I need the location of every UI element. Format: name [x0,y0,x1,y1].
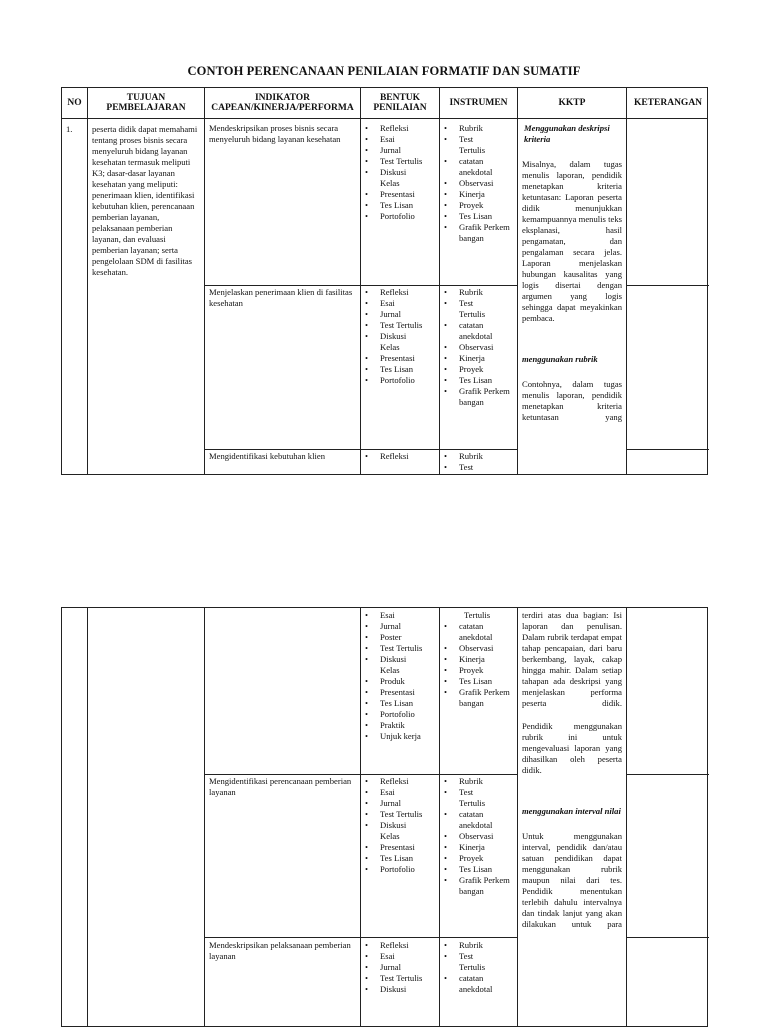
instrumen-item: • Test Tertulis [441,298,499,320]
assessment-table-page1 [61,87,708,475]
header-instrumen-label: INSTRUMEN [449,98,508,108]
bentuk-item: • Portofolio [362,211,438,222]
bentuk-list [362,287,438,386]
instrumen-item: • Tes Lisan [441,864,516,875]
instrumen-item: • Rubrik [441,451,516,462]
bentuk-list [362,776,438,875]
instrumen-item: • Kinerja [441,654,516,665]
instrumen-item: • Kinerja [441,842,516,853]
kktp-paragraph: Pendidik menggunakan rubrik ini untuk mengevaluasi laporan yang dihasilkan oleh peserta didik. [522,721,622,775]
instrumen-list [441,621,516,709]
instrumen-item: • catatan anekdotal [441,973,507,995]
instrumen-item: • Test Tertulis [441,787,499,809]
instrumen-item: • Tes Lisan [441,676,516,687]
instrumen-item: • Rubrik [441,776,516,787]
instrumen-item: • Kinerja [441,189,516,200]
bentuk-item: • Esai [362,951,438,962]
bentuk-item: • Poster [362,632,438,643]
kktp-heading: menggunakan interval nilai [522,806,621,816]
bentuk-item: • Presentasi [362,687,438,698]
indikator-text: Mengidentifikasi kebutuhan klien [209,451,325,461]
instrumen-item: • catatan anekdotal [441,320,507,342]
kktp-heading: Menggunakan deskripsi kriteria [524,123,610,144]
bentuk-item: • Jurnal [362,309,438,320]
header-bentuk: BENTUK PENILAIAN [373,93,427,113]
header-no: NO [67,98,82,108]
bentuk-item: • Tes Lisan [362,698,438,709]
header-tujuan: TUJUAN PEMBELAJARAN [106,93,186,113]
bentuk-item: • Diskusi Kelas [362,820,420,842]
instrumen-item: • Proyek [441,665,516,676]
bentuk-item: • Jurnal [362,621,438,632]
instrumen-continued: Tertulis [464,610,491,620]
bentuk-item: • Tes Lisan [362,200,438,211]
instrumen-item: • Kinerja [441,353,516,364]
bentuk-item: • Tes Lisan [362,853,438,864]
bentuk-item: • Refleksi [362,287,438,298]
instrumen-item: • Rubrik [441,123,516,134]
bentuk-item: • Esai [362,298,438,309]
bentuk-item: • Esai [362,787,438,798]
instrumen-item: • Observasi [441,831,516,842]
bentuk-item: • Refleksi [362,940,438,951]
kktp-paragraph: Untuk menggunakan interval, pendidik dan/atau satuan pendidikan dapat menggunakan rubrik maupun nilai dari tes. Pendidik menentukan terlebih dahulu intervalnya dan tindak lanjut yang akan dilakukan untuk para [522,831,622,929]
bentuk-item: • Refleksi [362,776,438,787]
bentuk-item: • Test Tertulis [362,809,438,820]
bentuk-item: • Diskusi Kelas [362,654,420,676]
bentuk-item: • Test Tertulis [362,973,438,984]
bentuk-item: • Jurnal [362,798,438,809]
instrumen-item: • Grafik Perkembangan [441,875,514,897]
instrumen-item: • Tes Lisan [441,375,516,386]
instrumen-list [441,940,516,995]
bentuk-item: • Presentasi [362,353,438,364]
instrumen-item: • Test [441,462,516,473]
indikator-text: Mendeskripsikan proses bisnis secara menyeluruh bidang layanan kesehatan [209,123,341,144]
instrumen-item: • Grafik Perkembangan [441,687,514,709]
tujuan-text: peserta didik dapat memahami tentang proses bisnis secara menyeluruh bidang layanan kesehatan termasuk meliputi K3; dasar-dasar layanan kesehatan yang meliputi: penerimaan klien, identifikasi kebutuhan klien, perencanaan pemberian layanan, pelaksanaan pemberian layanan, dan evaluasi pemberian layanan; serta pengelolaan SDM di fasilitas kesehatan. [92,124,198,277]
bentuk-item: • Refleksi [362,451,438,462]
header-kktp: KKTP [558,98,586,108]
bentuk-item: • Portofolio [362,375,438,386]
indikator-text: Mengidentifikasi perencanaan pemberian layanan [209,776,352,797]
instrumen-list [441,451,516,473]
kktp-text [522,610,622,1014]
instrumen-item: • Observasi [441,342,516,353]
bentuk-item: • Jurnal [362,962,438,973]
bentuk-item: • Jurnal [362,145,438,156]
instrumen-item: • Grafik Perkembangan [441,386,514,408]
instrumen-item: • Observasi [441,643,516,654]
bentuk-item: • Presentasi [362,189,438,200]
kktp-heading: menggunakan rubrik [522,354,598,364]
bentuk-item: • Refleksi [362,123,438,134]
bentuk-item: • Unjuk kerja [362,731,438,742]
instrumen-item: • Rubrik [441,287,516,298]
instrumen-list [441,776,516,897]
instrumen-item: • catatan anekdotal [441,156,507,178]
bentuk-item: • Presentasi [362,842,438,853]
bentuk-item: • Praktik [362,720,438,731]
instrumen-item: • Rubrik [441,940,516,951]
bentuk-item: • Tes Lisan [362,364,438,375]
bentuk-list [362,940,438,995]
indikator-text: Menjelaskan penerimaan klien di fasilitas kesehatan [209,287,353,308]
assessment-table-page2 [61,607,708,1027]
bentuk-item: • Test Tertulis [362,156,438,167]
kktp-paragraph: Misalnya, dalam tugas menulis laporan, pendidik menetapkan kriteria ketuntasan: Laporan peserta didik menunjukkan kemampuannya menulis teks eksplanasi, hasil pengamatan, dan pengalaman secara jelas. Laporan menjelaskan hubungan kausalitas yang logis disertai dengan argumen yang logis sehingga dapat meyakinkan pembaca. [522,159,622,323]
bentuk-item: • Diskusi [362,984,438,995]
instrumen-item: • Observasi [441,178,516,189]
instrumen-item: • Grafik Perkembangan [441,222,514,244]
bentuk-list [362,451,438,462]
instrumen-list [441,287,516,408]
instrumen-item: • Tes Lisan [441,211,516,222]
instrumen-item: • Test Tertulis [441,134,499,156]
bentuk-item: • Test Tertulis [362,320,438,331]
instrumen-item: • Proyek [441,364,516,375]
instrumen-item: • catatan anekdotal [441,809,507,831]
bentuk-item: • Diskusi Kelas [362,167,420,189]
row-number: 1. [66,124,73,134]
instrumen-list [441,123,516,244]
bentuk-item: • Diskusi Kelas [362,331,420,353]
instrumen-item: • Test Tertulis [441,951,499,973]
header-keterangan: KETERANGAN [633,98,703,108]
bentuk-item: • Produk [362,676,438,687]
bentuk-list [362,123,438,222]
bentuk-item: • Portofolio [362,864,438,875]
document-title: CONTOH PERENCANAAN PENILAIAN FORMATIF DAN SUMATIF [187,64,581,78]
instrumen-item: • catatan anekdotal [441,621,507,643]
bentuk-item: • Test Tertulis [362,643,438,654]
indikator-text: Mendeskripsikan pelaksanaan pemberian layanan [209,940,351,961]
bentuk-item: • Esai [362,134,438,145]
header-indikator: INDIKATOR CAPEAN/KINERJA/PERFORMA [211,93,354,113]
kktp-text [522,123,622,473]
bentuk-item: • Portofolio [362,709,438,720]
instrumen-item: • Proyek [441,200,516,211]
bentuk-item: • Esai [362,610,438,621]
instrumen-item: • Proyek [441,853,516,864]
kktp-paragraph: terdiri atas dua bagian: Isi laporan dan penulisan. Dalam rubrik terdapat empat tahap pencapaian, dari baru berkembang, layak, cakap hingga mahir. Dalam setiap tahapan ada deskripsi yang menjelaskan performa peserta didik. [522,610,622,708]
kktp-paragraph: Contohnya, dalam tugas menulis laporan, pendidik menetapkan kriteria ketuntasan yang [522,379,622,422]
bentuk-list [362,610,438,742]
